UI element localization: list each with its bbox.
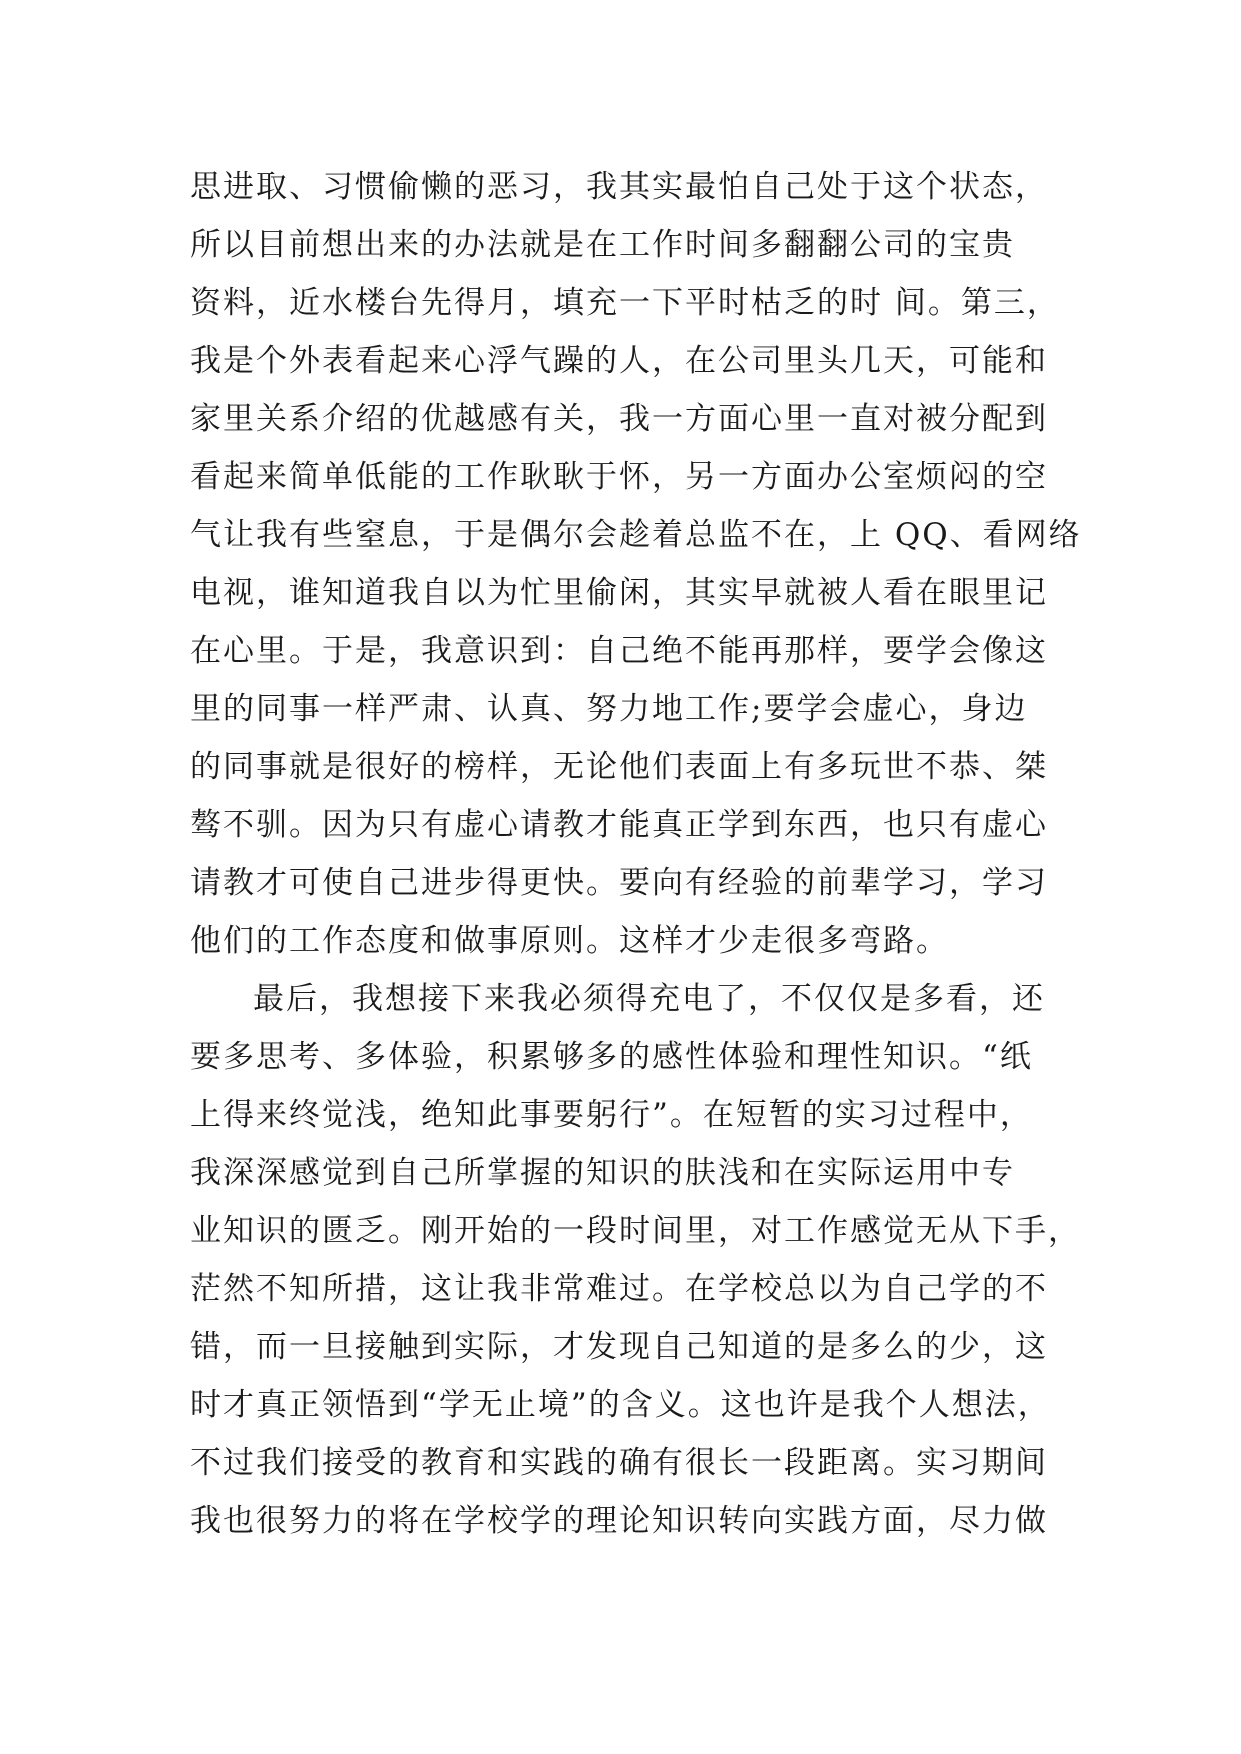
text-line: 家里关系介绍的优越感有关，我一方面心里一直对被分配到 — [190, 401, 1048, 437]
text-line: 不过我们接受的教育和实践的确有很长一段距离。实习期间 — [190, 1445, 1048, 1481]
text-line: 错，而一旦接触到实际，才发现自己知道的是多么的少，这 — [190, 1329, 1048, 1365]
text-line: 骜不驯。因为只有虚心请教才能真正学到东西，也只有虚心 — [190, 807, 1048, 843]
text-line: 上得来终觉浅，绝知此事要躬行”。在短暂的实习过程中， — [190, 1097, 1033, 1133]
text-line: 时才真正领悟到“学无止境”的含义。这也许是我个人想法， — [190, 1387, 1051, 1423]
text-line: 要多思考、多体验，积累够多的感性体验和理性知识。“纸 — [190, 1039, 1033, 1075]
text-line: 我也很努力的将在学校学的理论知识转向实践方面，尽力做 — [190, 1503, 1048, 1539]
text-line: 我是个外表看起来心浮气躁的人，在公司里头几天，可能和 — [190, 343, 1048, 379]
text-line: 里的同事一样严肃、认真、努力地工作;要学会虚心，身边 — [190, 691, 1028, 727]
paragraph-start-line: 最后，我想接下来我必须得充电了，不仅仅是多看，还 — [253, 981, 1045, 1017]
text-line: 茫然不知所措，这让我非常难过。在学校总以为自己学的不 — [190, 1271, 1048, 1307]
text-line: 我深深感觉到自己所掌握的知识的肤浅和在实际运用中专 — [190, 1155, 1015, 1191]
text-line: 他们的工作态度和做事原则。这样才少走很多弯路。 — [190, 923, 949, 959]
text-line: 看起来简单低能的工作耿耿于怀，另一方面办公室烦闷的空 — [190, 459, 1048, 495]
text-line: 在心里。于是，我意识到：自己绝不能再那样，要学会像这 — [190, 633, 1048, 669]
body-text — [190, 158, 1082, 1550]
text-line: 气让我有些窒息，于是偶尔会趁着总监不在，上 QQ、看网络 — [190, 517, 1082, 553]
text-line: 业知识的匮乏。刚开始的一段时间里，对工作感觉无从下手， — [190, 1213, 1081, 1249]
text-line: 的同事就是很好的榜样，无论他们表面上有多玩世不恭、桀 — [190, 749, 1048, 785]
text-line: 资料，近水楼台先得月，填充一下平时枯乏的时 间。第三， — [190, 285, 1060, 321]
text-line: 所以目前想出来的办法就是在工作时间多翻翻公司的宝贵 — [190, 227, 1015, 263]
text-line: 思进取、习惯偷懒的恶习，我其实最怕自己处于这个状态， — [190, 169, 1048, 205]
text-line: 请教才可使自己进步得更快。要向有经验的前辈学习，学习 — [190, 865, 1048, 901]
text-line: 电视，谁知道我自以为忙里偷闲，其实早就被人看在眼里记 — [190, 575, 1048, 611]
